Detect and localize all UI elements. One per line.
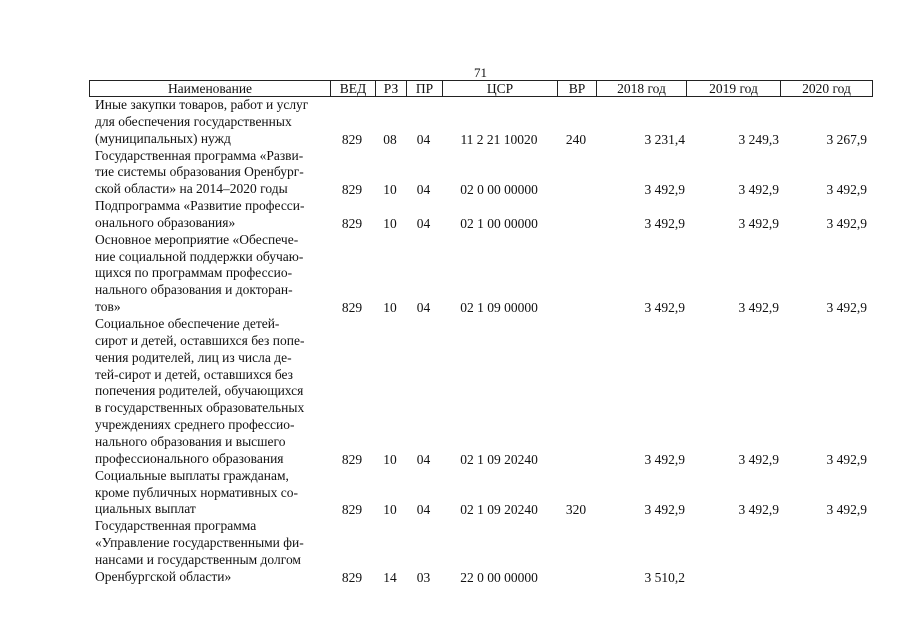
- row-pr: 04: [416, 451, 431, 467]
- header-name: Наименование: [167, 81, 253, 96]
- row-vr: [557, 181, 595, 198]
- row-name-line: в государственных образовательных: [95, 400, 305, 416]
- row-csr: 02 1 09 20240: [460, 502, 538, 518]
- row-value-2019: 3 492,9: [738, 300, 779, 316]
- row-name-line: сирот и детей, оставшихся без попе-: [95, 332, 305, 348]
- row-vr: [557, 299, 595, 316]
- row-vr: 240: [565, 131, 587, 147]
- row-name-line: (муниципальных) нужд: [95, 130, 231, 146]
- row-name-line: Подпрограмма «Развитие професси-: [95, 198, 305, 214]
- row-name-line: тей-сирот и детей, оставшихся без: [95, 366, 293, 382]
- row-value-2020: 3 267,9: [826, 131, 867, 147]
- row-value-2018: 3 492,9: [644, 215, 685, 231]
- row-value-2018: 3 510,2: [644, 569, 685, 585]
- row-csr: 22 0 00 00000: [460, 569, 538, 585]
- header-pr: ПР: [406, 81, 442, 96]
- header-vr: ВР: [557, 81, 596, 96]
- row-name-line: онального образования»: [95, 214, 236, 230]
- row-name-line: Иные закупки товаров, работ и услуг: [95, 97, 309, 112]
- row-name-line: ской области» на 2014–2020 годы: [95, 181, 288, 197]
- row-vr: [557, 215, 595, 232]
- row-name-line: нального образования и высшего: [95, 433, 286, 449]
- row-ved: 829: [341, 569, 363, 585]
- table-row: [0, 232, 905, 316]
- row-name-line: циальных выплат: [95, 501, 196, 517]
- row-value-2019: 3 249,3: [738, 131, 779, 147]
- page-number: 71: [474, 65, 487, 80]
- row-name-line: попечения родителей, обучающихся: [95, 383, 304, 399]
- row-value-2019: [686, 569, 779, 586]
- row-name-line: учреждениях среднего профессио-: [95, 417, 295, 433]
- row-name-line: тие системы образования Оренбург-: [95, 164, 304, 180]
- row-pr: 04: [416, 502, 431, 518]
- header-rz: РЗ: [375, 81, 406, 96]
- row-value-2018: 3 492,9: [644, 502, 685, 518]
- row-csr: 02 1 09 20240: [460, 451, 538, 467]
- row-value-2020: 3 492,9: [826, 182, 867, 198]
- table-row: [0, 468, 905, 519]
- header-csr: ЦСР: [442, 81, 557, 96]
- row-rz: 10: [383, 300, 397, 316]
- table-body: [0, 97, 905, 586]
- row-name-line: Основное мероприятие «Обеспече-: [95, 231, 299, 247]
- row-value-2019: 3 492,9: [738, 182, 779, 198]
- row-csr: 02 1 00 00000: [460, 215, 538, 231]
- row-name-line: нансами и государственным долгом: [95, 551, 301, 567]
- row-value-2019: 3 492,9: [738, 502, 779, 518]
- row-value-2020: [780, 569, 867, 586]
- row-name-line: щихся по программам профессио-: [95, 265, 293, 281]
- row-value-2019: 3 492,9: [738, 451, 779, 467]
- row-name: [95, 468, 330, 519]
- row-name: [95, 316, 330, 468]
- row-value-2020: 3 492,9: [826, 300, 867, 316]
- table-row: [0, 97, 905, 148]
- row-rz: 10: [383, 451, 397, 467]
- row-name-line: тов»: [95, 299, 121, 315]
- row-ved: 829: [341, 502, 363, 518]
- row-vr: 320: [565, 502, 587, 518]
- row-rz: 08: [383, 131, 397, 147]
- row-value-2019: 3 492,9: [738, 215, 779, 231]
- header-2020: 2020 год: [780, 81, 872, 96]
- row-value-2018: 3 492,9: [644, 300, 685, 316]
- row-name: [95, 518, 330, 585]
- row-vr: [557, 569, 595, 586]
- row-name-line: ние социальной поддержки обучаю-: [95, 248, 304, 264]
- row-pr: 04: [416, 182, 431, 198]
- table-row: [0, 518, 905, 585]
- row-name-line: Государственная программа: [95, 518, 257, 534]
- row-name-line: «Управление государственными фи-: [95, 535, 304, 551]
- row-name-line: кроме публичных нормативных со-: [95, 484, 298, 500]
- row-vr: [557, 451, 595, 468]
- row-pr: 03: [416, 569, 431, 585]
- row-name-line: Социальное обеспечение детей-: [95, 316, 280, 332]
- row-name-line: Социальные выплаты гражданам,: [95, 467, 289, 483]
- row-ved: 829: [341, 131, 363, 147]
- row-name-line: профессионального образования: [95, 450, 284, 466]
- row-name: [95, 232, 330, 316]
- row-name-line: Оренбургской области»: [95, 568, 232, 584]
- row-rz: 14: [383, 569, 397, 585]
- row-csr: 11 2 21 10020: [460, 131, 538, 147]
- table-row: [0, 316, 905, 468]
- row-value-2020: 3 492,9: [826, 502, 867, 518]
- row-ved: 829: [341, 215, 363, 231]
- row-value-2018: 3 231,4: [644, 131, 685, 147]
- row-pr: 04: [416, 300, 431, 316]
- row-pr: 04: [416, 215, 431, 231]
- row-rz: 10: [383, 182, 397, 198]
- row-pr: 04: [416, 131, 431, 147]
- row-name: [95, 148, 330, 199]
- header-2019: 2019 год: [686, 81, 780, 96]
- table-row: [0, 198, 905, 232]
- row-ved: 829: [341, 300, 363, 316]
- header-ved: ВЕД: [330, 81, 375, 96]
- header-2018: 2018 год: [596, 81, 686, 96]
- table-header: [89, 80, 873, 97]
- row-value-2018: 3 492,9: [644, 451, 685, 467]
- row-value-2020: 3 492,9: [826, 215, 867, 231]
- row-value-2018: 3 492,9: [644, 182, 685, 198]
- row-name-line: Государственная программа «Разви-: [95, 147, 304, 163]
- row-name: [95, 198, 330, 232]
- row-rz: 10: [383, 215, 397, 231]
- row-ved: 829: [341, 182, 363, 198]
- row-value-2020: 3 492,9: [826, 451, 867, 467]
- row-name-line: для обеспечения государственных: [95, 113, 292, 129]
- table-row: [0, 148, 905, 199]
- row-rz: 10: [383, 502, 397, 518]
- row-name-line: нального образования и докторан-: [95, 282, 293, 298]
- row-ved: 829: [341, 451, 363, 467]
- row-csr: 02 0 00 00000: [460, 182, 538, 198]
- row-name: [95, 97, 330, 148]
- row-csr: 02 1 09 00000: [460, 300, 538, 316]
- row-name-line: чения родителей, лиц из числа де-: [95, 349, 292, 365]
